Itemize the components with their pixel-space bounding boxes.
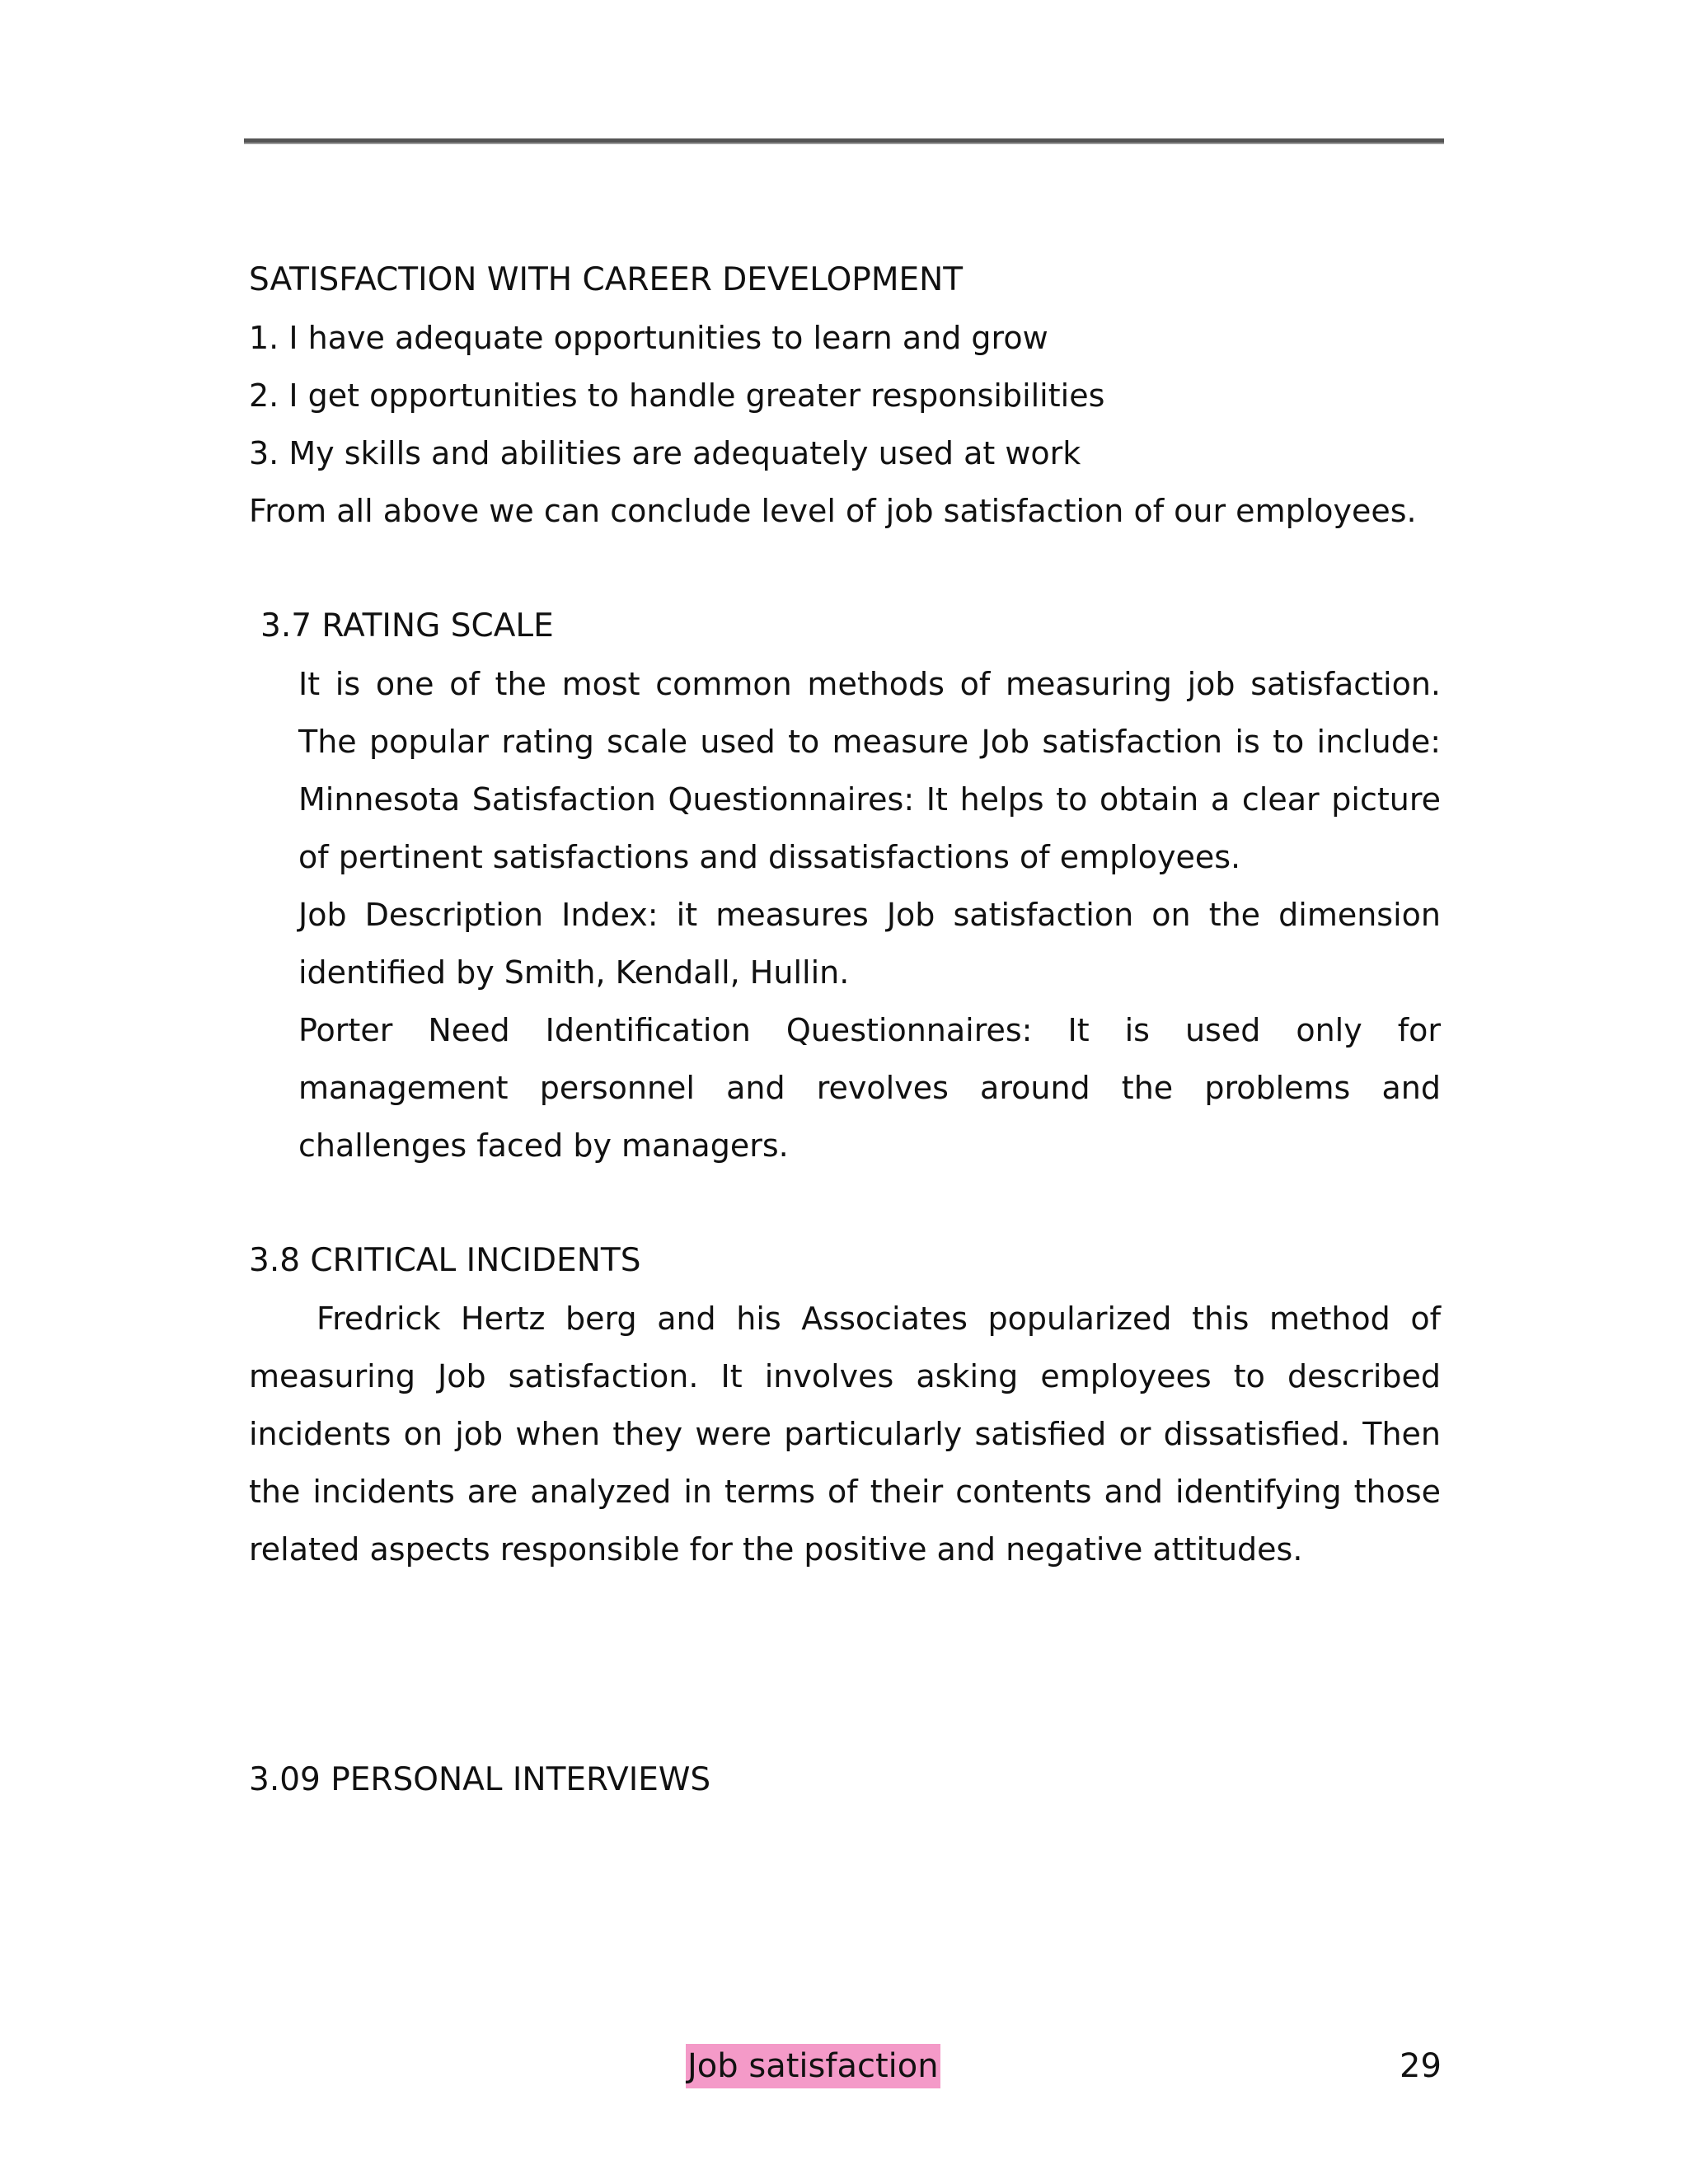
critical-incidents-heading: 3.8 CRITICAL INCIDENTS (249, 1242, 641, 1279)
critical-incidents-paragraph: Fredrick Hertz berg and his Associates popularized this method of measuring Job satisfaction. It involves asking employees to described incidents on job when they were particularly satisfied or dissatisfied. Then the incidents are analyzed in terms of their contents and identifying those related aspects responsible for the positive and negative attitudes. (249, 1301, 1441, 1568)
career-conclusion: From all above we can conclude level of job satisfaction of our employees. (249, 493, 1417, 529)
rating-scale-heading: 3.7 RATING SCALE (260, 607, 554, 644)
rating-scale-paragraph-2: Job Description Index: it measures Job satisfaction on the dimension identified by Smith, Kendall, Hullin. (298, 897, 1441, 991)
rating-scale-paragraph-3: Porter Need Identification Questionnaires: It is used only for management personnel and revolves around the problems and challenges faced by managers. (298, 1012, 1441, 1164)
page-number: 29 (1400, 2047, 1442, 2085)
career-item-1: 1. I have adequate opportunities to learn and grow (249, 320, 1048, 356)
footer-title: Job satisfaction (686, 2044, 940, 2088)
rating-scale-paragraph-1: It is one of the most common methods of measuring job satisfaction. The popular rating scale used to measure Job satisfaction is to include: Minnesota Satisfaction Questionnaires: It helps to obtain a clear picture of pertinent satisfactions and dissatisfactions of employees. (298, 666, 1441, 875)
career-item-3: 3. My skills and abilities are adequately used at work (249, 435, 1081, 471)
header-rule (244, 138, 1444, 144)
rating-scale-body (249, 655, 1441, 1174)
career-heading: SATISFACTION WITH CAREER DEVELOPMENT (249, 261, 964, 298)
personal-interviews-heading: 3.09 PERSONAL INTERVIEWS (249, 1761, 711, 1798)
career-item-2: 2. I get opportunities to handle greater responsibilities (249, 377, 1105, 414)
page-body (249, 251, 1441, 1809)
